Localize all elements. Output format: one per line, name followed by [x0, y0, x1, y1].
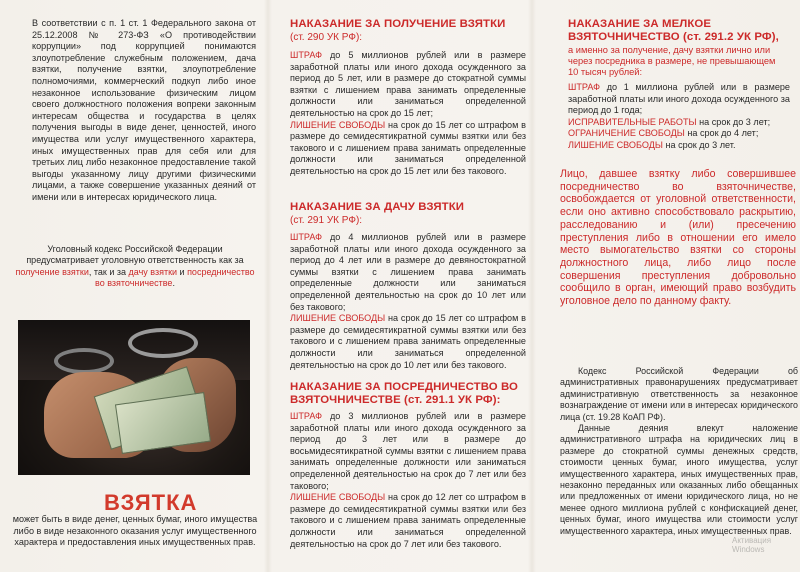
- penalty-fine-text: до 4 миллионов рублей или в размере заработной платы или иного дохода осужденного за период до 4 лет или в размере до девяностократной суммы взятки с лишением права занимать определенные должности или заниматься определенной деятельностью на срок до 10 лет или без такового;: [290, 232, 526, 312]
- code-text-mid: , так и за: [88, 266, 129, 277]
- code-text-and: и: [177, 266, 188, 277]
- petty-bribery-note: а именно за получение, дачу взятки лично или через посредника в размере, не превышающем 10 тысяч рублей:: [568, 45, 776, 78]
- heading-mediation: НАКАЗАНИЕ ЗА ПОСРЕДНИЧЕСТВО ВО ВЗЯТОЧНИЧЕСТВЕ (ст. 291.1 УК РФ):: [290, 381, 518, 406]
- column-left: [0, 0, 265, 572]
- bribe-title: ВЗЯТКА: [104, 490, 198, 515]
- penalty-correctional-label: ИСПРАВИТЕЛЬНЫЕ РАБОТЫ: [568, 116, 697, 127]
- penalty-mediation-text: [290, 411, 526, 550]
- penalty-fine-label: ШТРАФ: [290, 411, 323, 421]
- penalty-fine-label: ШТРАФ: [568, 82, 601, 92]
- heading-petty-bribery: НАКАЗАНИЕ ЗА МЕЛКОЕ ВЗЯТОЧНИЧЕСТВО (ст. 291.2 УК РФ),: [568, 18, 779, 43]
- windows-activation-watermark: Активация Windows: [732, 536, 772, 554]
- penalty-prison-label: ЛИШЕНИЕ СВОБОДЫ: [568, 139, 663, 150]
- penalty-prison-label: ЛИШЕНИЕ СВОБОДЫ: [290, 313, 386, 324]
- koap-paragraph-2: Данные деяния влекут наложение административного штрафа на юридических лиц в размере до стократной суммы денежных средств, стоимости ценных бумаг, иного имущества, услуг имущественного характера, иных имущественных прав, незаконно переданных или оказанных либо обещанных или предложенных от имени юридического лица, но не менее одного миллиона рублей с конфискацией денег, ценных бумаг, иного имущества или стоимости услуг имущественного характера, иных имущественных прав.: [560, 423, 798, 536]
- penalty-fine-text: до 1 миллиона рублей или в размере заработной платы или иного дохода осужденного за период до 1 года;: [568, 82, 790, 116]
- column-middle: [268, 0, 534, 572]
- penalty-fine-text: до 3 миллионов рублей или в размере заработной платы или иного дохода осужденного за период до 3 лет или в размере до восьмидесятикратной суммы взятки с лишением права занимать определенные должности или заниматься определенной деятельностью на срок до 7 лет или без такового;: [290, 411, 526, 491]
- code-receiving-bribe: получение взятки: [15, 266, 89, 277]
- code-text-pre: Уголовный кодекс Российской Федерации предусматривает уголовную ответственность как за: [26, 244, 244, 266]
- column-right: [540, 0, 800, 572]
- penalty-giving-text: [290, 232, 526, 371]
- penalty-fine-label: ШТРАФ: [290, 50, 323, 60]
- koap-paragraph-1: Кодекс Российской Федерации об административных правонарушениях предусматривает административную ответственность за незаконное вознаграждение от имени или в интересах юридического лица (ст. 19.28 КоАП РФ).: [560, 366, 798, 422]
- code-mediation: посредничество во взяточничестве: [95, 266, 255, 289]
- penalty-receiving-text: [290, 50, 526, 178]
- exemption-notice: Лицо, давшее взятку либо совершившее посредничество во взяточничестве, освобождается от уголовной ответственности, если оно активно способствовало раскрытию, расследованию и (или) пресечению преступления либо в отношении его имело место вымогательство взятки со стороны должностного лица, либо лицо после совершения преступления добровольно сообщило в орган, имеющий право возбудить уголовное дело по данному факту.: [560, 168, 796, 308]
- article-290: (ст. 290 УК РФ):: [290, 32, 363, 43]
- penalty-prison-text: на срок до 12 лет со штрафом в размере до семидесятикратной суммы взятки или без такового и с лишением права занимать определенные должности или заниматься определенной деятельностью на срок до 7 лет или без такового.: [290, 492, 526, 549]
- penalty-prison-label: ЛИШЕНИЕ СВОБОДЫ: [290, 119, 386, 130]
- intro-paragraph: В соответствии с п. 1 ст. 1 Федерального закона от 25.12.2008 № 273-ФЗ «О противодействии коррупции» под коррупцией понимаются злоупотребление служебным положением, дача взятки, получение взятки, злоупотребление полномочиями, коммерческий подкуп либо иное незаконное использование физическим лицом своего должностного положения вопреки законным интересам общества и государства в целях получения выгоды в виде денег, ценностей, иного имущества или услуг имущественного характера, иных имущественных прав для себя или для третьих лиц либо незаконное предоставление такой выгоды указанному лицу другими физическими лицами, а также совершение указанных деяний от имени или в интересах юридического лица.: [32, 18, 256, 202]
- penalty-fine-text: до 5 миллионов рублей или в размере заработной платы или иного дохода осужденного за период до 5 лет, или в размере до стократной суммы взятки с лишением права занимать определенные должности или заниматься определенной деятельностью на срок до 15 лет;: [290, 50, 526, 118]
- penalty-correctional-text: на срок до 3 лет;: [696, 116, 771, 127]
- heading-giving-bribe: НАКАЗАНИЕ ЗА ДАЧУ ВЗЯТКИ: [290, 201, 465, 213]
- criminal-code-note: [12, 244, 258, 290]
- administrative-code-note: [560, 366, 798, 537]
- penalty-restriction-label: ОГРАНИЧЕНИЕ СВОБОДЫ: [568, 128, 685, 139]
- penalty-fine-label: ШТРАФ: [290, 232, 323, 242]
- code-text-end: .: [172, 278, 175, 289]
- penalty-prison-text: на срок до 15 лет со штрафом в размере до семидесятикратной суммы взятки или без такового и с лишением права занимать определенные должности или заниматься определенной деятельностью на срок до 10 лет или без такового.: [290, 313, 526, 370]
- article-291: (ст. 291 УК РФ):: [290, 215, 363, 226]
- penalty-restriction-text: на срок до 4 лет;: [684, 128, 759, 139]
- penalty-prison-text: на срок до 3 лет.: [662, 139, 736, 150]
- penalty-prison-label: ЛИШЕНИЕ СВОБОДЫ: [290, 492, 386, 503]
- bribe-definition: может быть в виде денег, ценных бумаг, иного имущества либо в виде незаконного оказания услуг имущественного характера и предоставления иных имущественных прав.: [12, 514, 258, 548]
- code-giving-bribe: дачу взятки: [128, 266, 178, 277]
- handcuffed-hands-with-money-photo: [18, 320, 250, 475]
- penalty-prison-text: на срок до 15 лет со штрафом в размере до семидесятикратной суммы взятки или без такового и с лишением права занимать определенные должности или заниматься определенной деятельностью на срок до 15 лет или без такового.: [290, 119, 526, 176]
- penalty-petty-text: [568, 82, 790, 152]
- heading-receiving-bribe: НАКАЗАНИЕ ЗА ПОЛУЧЕНИЕ ВЗЯТКИ: [290, 18, 506, 30]
